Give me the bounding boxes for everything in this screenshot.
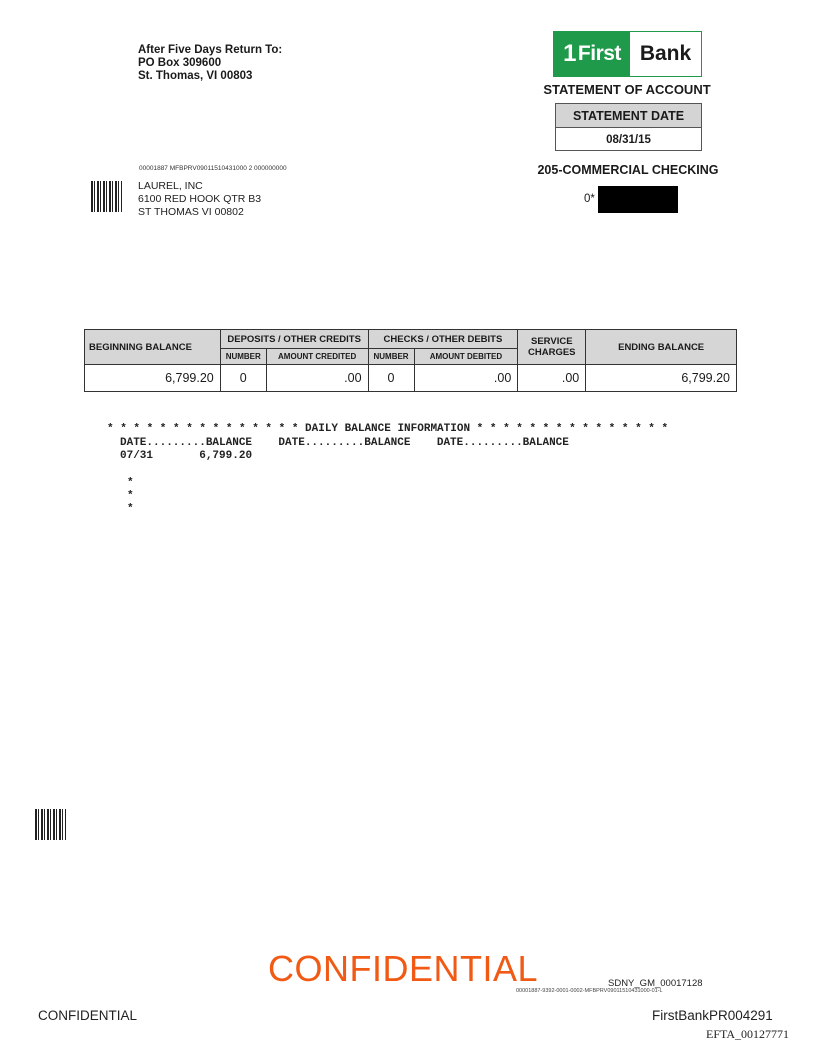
star-marker: * [127,490,134,502]
entry-date: 07/31 [120,450,154,462]
return-address [138,44,282,83]
header-deposits-number: NUMBER [220,349,266,365]
header-amount-debited: AMOUNT DEBITED [414,349,518,365]
entry-balance: 6,799.20 [199,450,253,462]
account-type: 205-COMMERCIAL CHECKING [537,163,719,177]
star-marker: * [127,503,134,515]
document-code: 00001887-9392-0001-0002-MFBPRV09011510431000-01-L [516,988,663,994]
logo-first-section [554,32,630,76]
logo-number: 1 [563,40,576,67]
sdny-id: SDNY_GM_00017128 [608,978,703,989]
cell-service-charges: .00 [518,365,586,392]
firstbank-logo [553,31,702,77]
cell-amount-credited: .00 [266,365,368,392]
statement-date-box [555,103,702,151]
statement-date-value: 08/31/15 [606,133,651,146]
bates-number: FirstBankPR004291 [652,1008,773,1023]
cell-deposits-number: 0 [220,365,266,392]
cell-ending-balance: 6,799.20 [586,365,737,392]
header-checks: CHECKS / OTHER DEBITS [368,330,518,349]
confidential-label: CONFIDENTIAL [38,1008,138,1023]
return-line-2: St. Thomas, VI 00803 [138,70,253,82]
mailing-code: 00001887 MFBPRV09011510431000 2 000000000 [139,165,287,172]
logo-bank-section [630,32,701,76]
recipient-address-1: 6100 RED HOOK QTR B3 [138,193,262,205]
account-number-prefix: 0* [584,193,595,205]
account-summary-table [84,329,737,392]
table-row [85,365,737,392]
header-ending-balance: ENDING BALANCE [586,330,737,365]
efta-number: EFTA_00127771 [706,1027,790,1041]
recipient-address [138,180,261,219]
header-deposits: DEPOSITS / OTHER CREDITS [220,330,368,349]
confidential-watermark: CONFIDENTIAL [268,948,539,989]
datamatrix-barcode-icon [91,181,122,212]
daily-balance-columns: DATE.........BALANCE DATE.........BALANCE DATE.........BALANCE [120,437,569,449]
cell-amount-debited: .00 [414,365,518,392]
logo-word-first: First [577,42,621,65]
return-heading: After Five Days Return To: [138,44,283,56]
statement-title: STATEMENT OF ACCOUNT [543,82,711,97]
datamatrix-barcode-icon [35,809,66,840]
logo-word-bank: Bank [639,42,692,65]
recipient-name: LAUREL, INC [138,180,203,192]
header-beginning-balance: BEGINNING BALANCE [85,330,221,365]
header-amount-credited: AMOUNT CREDITED [266,349,368,365]
star-marker: * [127,477,134,489]
header-service-charges: SERVICE CHARGES [518,330,586,365]
header-checks-number: NUMBER [368,349,414,365]
cell-beginning-balance: 6,799.20 [85,365,221,392]
cell-checks-number: 0 [368,365,414,392]
recipient-address-2: ST THOMAS VI 00802 [138,206,244,218]
daily-balance-header: * * * * * * * * * * * * * * * DAILY BALANCE INFORMATION * * * * * * * * * * * * * * * [107,423,669,435]
return-line-1: PO Box 309600 [138,57,222,69]
statement-date-label: STATEMENT DATE [556,104,701,128]
redaction-box [598,186,678,213]
daily-balance-entry [120,450,252,462]
